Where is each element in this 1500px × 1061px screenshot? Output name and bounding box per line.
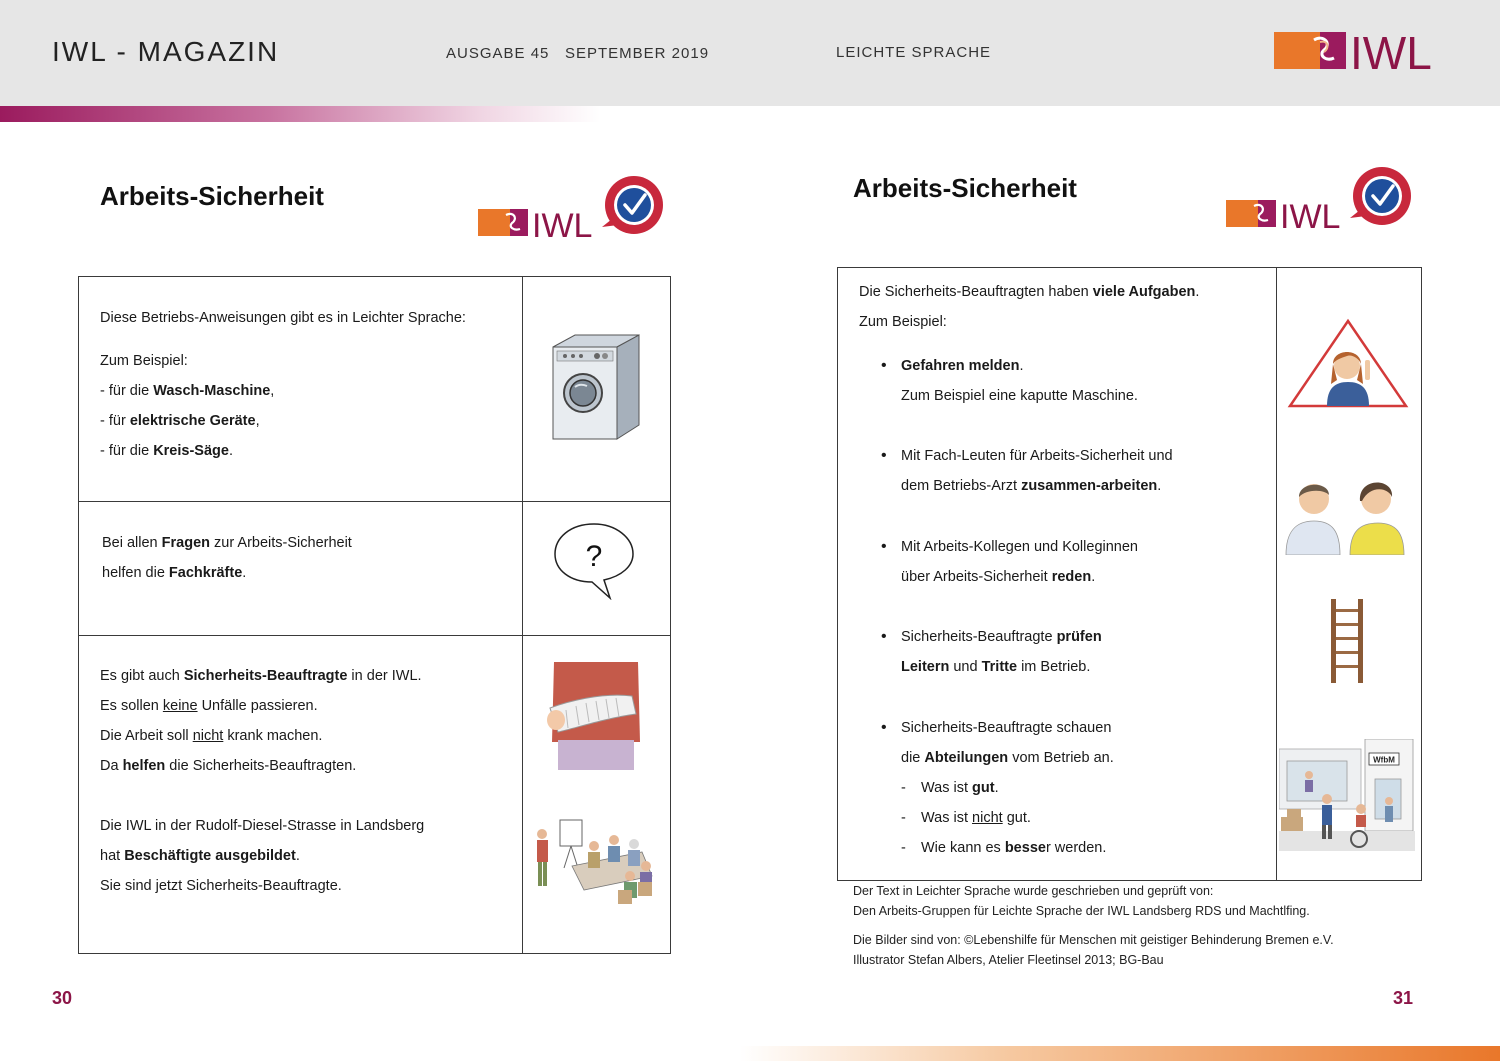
injured-arm-icon: [546, 662, 646, 772]
sub-list-item: - Was ist nicht gut.: [881, 803, 1199, 833]
table-row: [79, 277, 670, 502]
svg-text:WfbM: WfbM: [1373, 755, 1395, 765]
leichte-sprache-badge: [478, 175, 668, 239]
list-item-detail: Leitern und Tritte im Betrieb.: [901, 659, 1091, 675]
right-task-table: [837, 267, 1422, 881]
list-item: - für elektrische Geräte,: [100, 413, 260, 429]
question-text: Bei allen Fragen zur Arbeits-Sicherheit: [102, 535, 352, 551]
intro-text: Diese Betriebs-Anweisungen gibt es in Leichter Sprache:: [100, 310, 466, 326]
text-line: Es sollen keine Unfälle passieren.: [100, 698, 318, 714]
example-text: Zum Beispiel:: [100, 353, 188, 369]
hazard-warning-icon: [1287, 318, 1409, 410]
right-page-heading: Arbeits-Sicherheit: [853, 173, 1077, 203]
table-row: [79, 636, 670, 953]
ladder-icon: [1328, 599, 1368, 683]
text-line: Die IWL in der Rudolf-Diesel-Strasse in Landsberg: [100, 818, 425, 834]
svg-text:IWL: IWL: [532, 207, 593, 239]
leichte-sprache-badge: [1226, 166, 1416, 230]
left-info-table: [78, 276, 671, 954]
row-text: [100, 661, 424, 901]
text-line: Da helfen die Sicherheits-Beauftragten.: [100, 758, 357, 774]
text-line: Sie sind jetzt Sicherheits-Beauftragte.: [100, 878, 342, 894]
issue-number: AUSGABE 45: [446, 45, 550, 62]
text-line: Es gibt auch Sicherheits-Beauftragte in der IWL.: [100, 668, 422, 684]
footer-gradient-stripe: [740, 1046, 1500, 1061]
magazine-header: [0, 0, 1500, 106]
row-text: [100, 303, 466, 466]
list-item-detail: über Arbeits-Sicherheit reden.: [901, 569, 1096, 585]
left-page-heading: Arbeits-Sicherheit: [100, 181, 324, 211]
row-text: [102, 528, 352, 588]
text-line: hat Beschäftigte ausgebildet.: [100, 848, 300, 864]
list-item: - für die Wasch-Maschine,: [100, 383, 275, 399]
list-item: • Mit Arbeits-Kollegen und Kolleginnen: [881, 532, 1199, 562]
credits-line: Die Bilder sind von: ©Lebenshilfe für Menschen mit geistiger Behinderung Bremen e.V.: [853, 933, 1334, 947]
sub-list-item: - Wie kann es besser werden.: [881, 833, 1199, 863]
svg-text:IWL: IWL: [1280, 198, 1341, 230]
svg-text:?: ?: [585, 540, 603, 573]
list-item: • Gefahren melden.: [881, 351, 1199, 381]
list-item: • Sicherheits-Beauftragte schauen: [881, 713, 1199, 743]
svg-text:IWL: IWL: [1350, 30, 1432, 72]
example-text: Zum Beispiel:: [859, 314, 947, 330]
list-item: • Mit Fach-Leuten für Arbeits-Sicherheit und: [881, 441, 1199, 471]
text-line: Die Arbeit soll nicht krank machen.: [100, 728, 323, 744]
helper-text: helfen die Fachkräfte.: [102, 565, 247, 581]
issue-date: SEPTEMBER 2019: [565, 45, 710, 62]
intro-text: Die Sicherheits-Beauftragten haben viele Aufgaben.: [859, 284, 1200, 300]
speech-bubble-question-icon: [552, 520, 636, 600]
list-item-detail: die Abteilungen vom Betrieb an.: [901, 750, 1114, 766]
magazine-title: IWL - MAGAZIN: [52, 36, 280, 67]
credits-line: Der Text in Leichter Sprache wurde geschrieben und geprüft von:: [853, 884, 1214, 898]
list-item-detail: Zum Beispiel eine kaputte Maschine.: [901, 388, 1138, 404]
task-list: [859, 277, 1199, 863]
right-page-number: 31: [1393, 988, 1414, 1008]
sub-list-item: - Was ist gut.: [881, 773, 1199, 803]
list-item: - für die Kreis-Säge.: [100, 443, 233, 459]
workshop-building-icon: [1279, 739, 1415, 851]
two-colleagues-talking-icon: [1284, 471, 1406, 555]
credits-line: Den Arbeits-Gruppen für Leichte Sprache der IWL Landsberg RDS und Machtlfing.: [853, 904, 1310, 918]
section-label: LEICHTE SPRACHE: [836, 44, 992, 61]
column-divider: [1276, 268, 1277, 880]
safety-training-group-icon: [532, 816, 657, 908]
header-gradient-stripe: [0, 106, 600, 122]
table-row: [79, 502, 670, 636]
credits-line: Illustrator Stefan Albers, Atelier Fleetinsel 2013; BG-Bau: [853, 953, 1164, 967]
left-page-number: 30: [52, 988, 73, 1008]
washing-machine-icon: [547, 333, 647, 443]
list-item-detail: dem Betriebs-Arzt zusammen-arbeiten.: [901, 478, 1162, 494]
iwl-logo: [1274, 30, 1446, 72]
list-item: • Sicherheits-Beauftragte prüfen: [881, 622, 1199, 652]
credits-block: [853, 881, 1334, 970]
